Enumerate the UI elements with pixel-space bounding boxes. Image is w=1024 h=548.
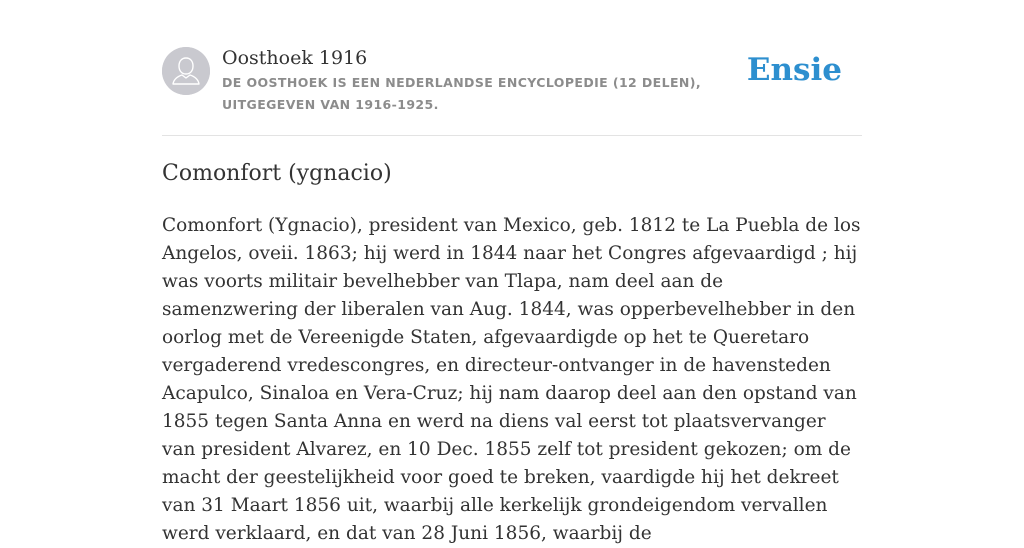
- header-divider: [162, 135, 862, 136]
- user-silhouette-icon[interactable]: [162, 47, 210, 95]
- source-title[interactable]: Oosthoek 1916: [222, 47, 368, 69]
- ensie-logo-link[interactable]: Ensie: [746, 52, 842, 88]
- article-body: Comonfort (Ygnacio), president van Mexico, geb. 1812 te La Puebla de los Angelos, oveii. 1863; hij werd in 1844 naar het Congres afgevaardigd ; hij was voorts militair bevelhebber van Tlapa, nam deel aan de samenzwering der liberalen van Aug. 1844, was opperbevelhebber in den oorlog met de Vereenigde Staten, afgevaardigde op het te Queretaro vergaderend vredescongres, en directeur-ontvanger in de havensteden Acapulco, Sinaloa en Vera-Cruz; hij nam daarop deel aan den opstand van 1855 tegen Santa Anna en werd na diens val eerst tot plaatsvervanger van president Alvarez, en 10 Dec. 1855 zelf tot president gekozen; om de macht der geestelijkheid voor goed te breken, vaardigde hij het dekreet van 31 Maart 1856 uit, waarbij alle kerkelijk grondeigendom vervallen werd verklaard, en dat van 28 Juni 1856, waarbij de: [162, 215, 861, 544]
- source-description: DE OOSTHOEK IS EEN NEDERLANDSE ENCYCLOPEDIE (12 DELEN), UITGEGEVEN VAN 1916-1925.: [222, 75, 702, 112]
- article-title: Comonfort (ygnacio): [162, 161, 392, 186]
- source-header: [162, 46, 862, 116]
